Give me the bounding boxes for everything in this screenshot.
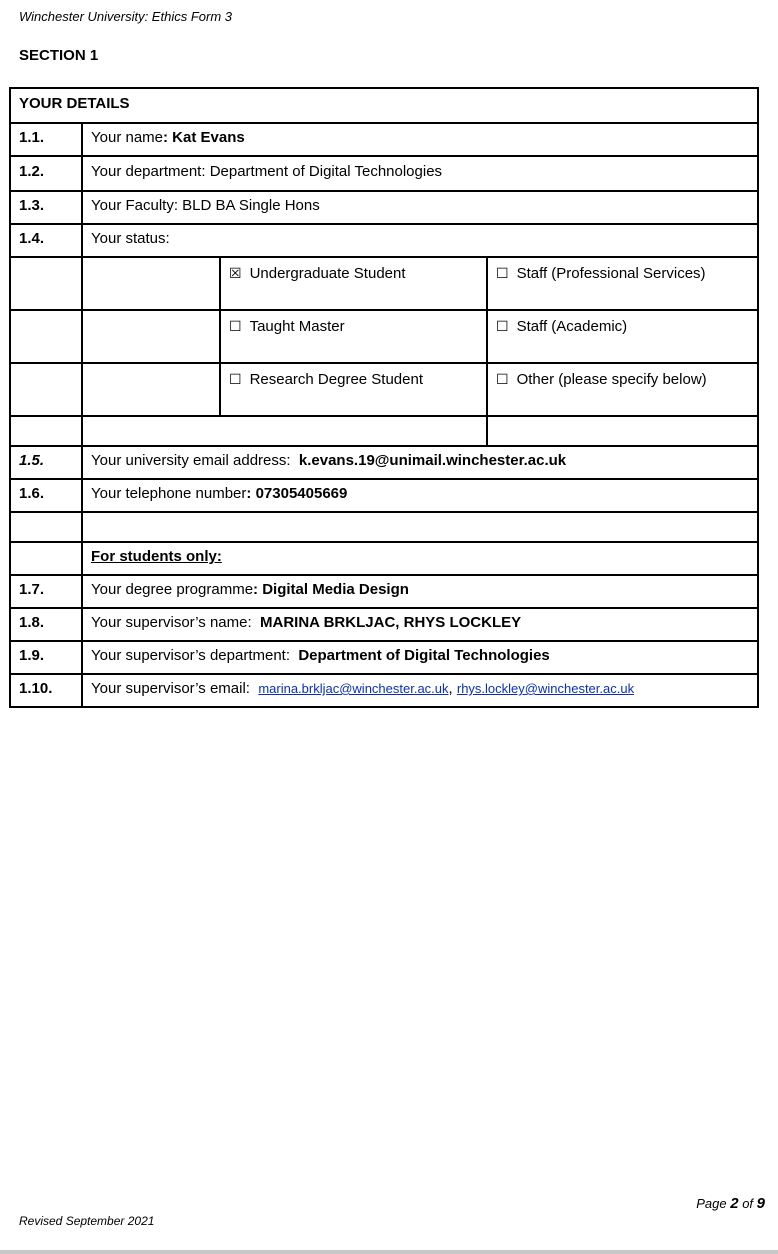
- row-degree: [10, 575, 758, 608]
- row-number: 1.3.: [10, 191, 82, 224]
- row-number: 1.9.: [10, 641, 82, 674]
- status-option-undergraduate[interactable]: [220, 257, 487, 310]
- window-bottom-edge: [0, 1250, 778, 1254]
- table-title-row: [10, 88, 758, 123]
- checkbox-icon[interactable]: ☐: [496, 266, 509, 282]
- revision-note: Revised September 2021: [19, 1214, 155, 1228]
- option-label: Taught Master: [249, 318, 345, 335]
- supervisor-department-field[interactable]: [82, 641, 758, 674]
- email-label: Your university email address:: [91, 452, 291, 469]
- department-field[interactable]: Your department: Department of Digital Technologies: [82, 156, 758, 191]
- name-field[interactable]: Your name: Kat Evans: [82, 123, 758, 156]
- option-label: Undergraduate Student: [249, 265, 406, 282]
- status-option-research-degree[interactable]: [220, 363, 487, 416]
- supervisor-email-link-1[interactable]: marina.brkljac@winchester.ac.uk: [258, 681, 449, 696]
- blank-row: [10, 512, 758, 542]
- students-only-heading: For students only:: [91, 548, 222, 565]
- page-total: 9: [756, 1195, 765, 1212]
- row-name: [10, 123, 758, 156]
- checkbox-icon[interactable]: ☐: [229, 372, 242, 388]
- row-number: 1.8.: [10, 608, 82, 641]
- checkbox-checked-icon[interactable]: ☒: [229, 266, 242, 282]
- row-number: 1.10.: [10, 674, 82, 707]
- status-option-taught-master[interactable]: [220, 310, 487, 363]
- document-header: Winchester University: Ethics Form 3: [19, 9, 232, 24]
- email-field[interactable]: [82, 446, 758, 479]
- status-option-staff-professional[interactable]: [487, 257, 758, 310]
- option-label: Staff (Academic): [516, 318, 628, 335]
- status-row-2: [10, 310, 758, 363]
- row-number: 1.2.: [10, 156, 82, 191]
- row-number: 1.7.: [10, 575, 82, 608]
- status-row-3: [10, 363, 758, 416]
- supervisor-name-field[interactable]: [82, 608, 758, 641]
- your-details-table: [9, 87, 759, 708]
- of-word: of: [742, 1196, 754, 1211]
- supervisor-email-field[interactable]: Your supervisor’s email: marina.brkljac@winchester.ac.uk, rhys.lockley@winchester.ac.uk: [82, 674, 758, 707]
- email-value: k.evans.19@unimail.winchester.ac.uk: [298, 452, 567, 469]
- section-title: SECTION 1: [19, 47, 99, 64]
- row-department: [10, 156, 758, 191]
- supervisor-department-label: Your supervisor’s department:: [91, 647, 290, 664]
- students-only-row: [10, 542, 758, 575]
- page-current: 2: [730, 1195, 739, 1212]
- row-number: 1.6.: [10, 479, 82, 512]
- row-number: 1.5.: [10, 446, 82, 479]
- checkbox-icon[interactable]: ☐: [496, 319, 509, 335]
- supervisor-name-value: MARINA BRKLJAC, RHYS LOCKLEY: [260, 614, 522, 631]
- other-specify-field[interactable]: [82, 416, 487, 446]
- row-faculty: [10, 191, 758, 224]
- status-other-specify-row: [10, 416, 758, 446]
- row-phone: [10, 479, 758, 512]
- option-label: Research Degree Student: [249, 371, 423, 388]
- page-number: [696, 1195, 765, 1212]
- row-supervisor-name: [10, 608, 758, 641]
- status-option-staff-academic[interactable]: [487, 310, 758, 363]
- row-supervisor-email: [10, 674, 758, 707]
- name-value: Kat Evans: [172, 129, 245, 146]
- phone-field[interactable]: Your telephone number: 07305405669: [82, 479, 758, 512]
- supervisor-name-label: Your supervisor’s name:: [91, 614, 252, 631]
- status-option-other[interactable]: [487, 363, 758, 416]
- row-status: [10, 224, 758, 257]
- name-label: Your name: [91, 129, 163, 146]
- degree-label: Your degree programme: [91, 581, 254, 598]
- checkbox-icon[interactable]: ☐: [496, 372, 509, 388]
- degree-value: Digital Media Design: [262, 581, 409, 598]
- table-title: YOUR DETAILS: [10, 88, 758, 123]
- supervisor-email-link-2[interactable]: rhys.lockley@winchester.ac.uk: [456, 681, 635, 696]
- option-label: Other (please specify below): [516, 371, 707, 388]
- phone-label: Your telephone number: [91, 485, 247, 502]
- faculty-field[interactable]: Your Faculty: BLD BA Single Hons: [82, 191, 758, 224]
- row-supervisor-department: [10, 641, 758, 674]
- option-label: Staff (Professional Services): [516, 265, 706, 282]
- checkbox-icon[interactable]: ☐: [229, 319, 242, 335]
- row-number: 1.1.: [10, 123, 82, 156]
- row-number: 1.4.: [10, 224, 82, 257]
- row-email: [10, 446, 758, 479]
- phone-value: 07305405669: [255, 485, 348, 502]
- supervisor-email-label: Your supervisor’s email:: [91, 680, 250, 697]
- supervisor-department-value: Department of Digital Technologies: [298, 647, 550, 664]
- status-row-1: [10, 257, 758, 310]
- status-label: Your status:: [82, 224, 758, 257]
- page-word: Page: [696, 1196, 727, 1211]
- degree-field[interactable]: Your degree programme: Digital Media Design: [82, 575, 758, 608]
